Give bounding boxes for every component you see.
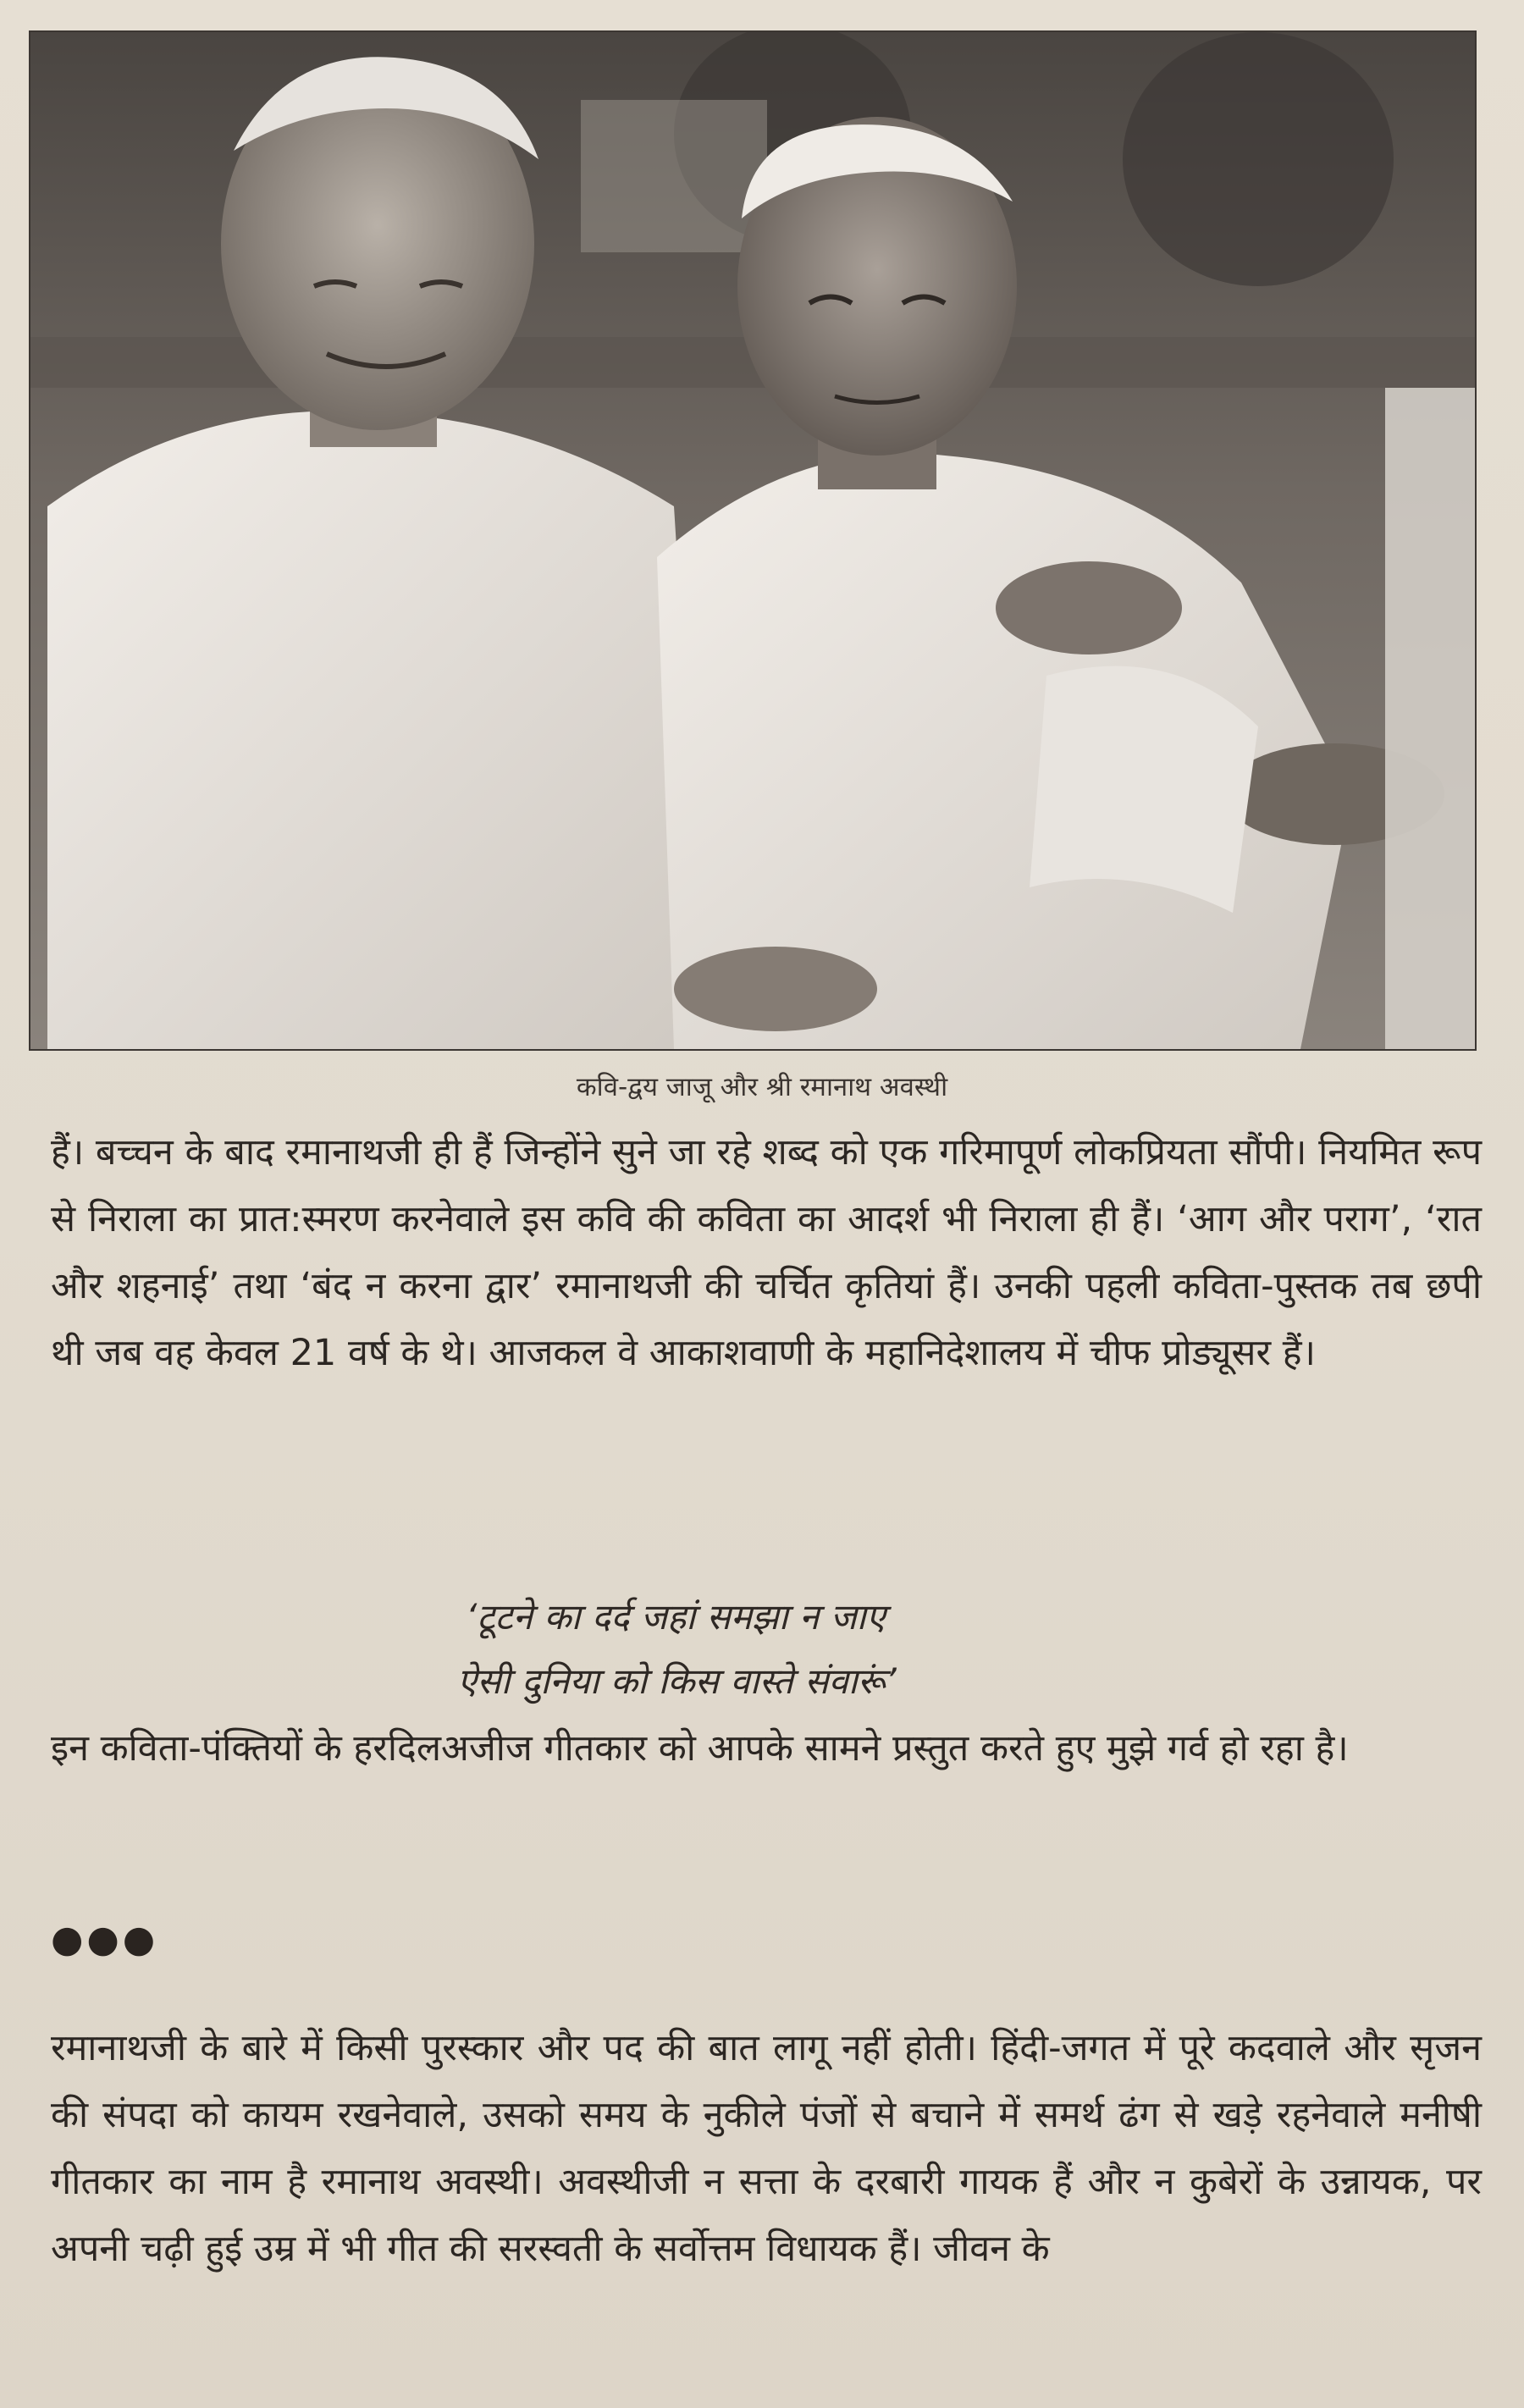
paragraph-1: हैं। बच्चन के बाद रमानाथजी ही हैं जिन्होंने सुने जा रहे शब्द को एक गरिमापूर्ण लोकप्रियता सौंपी। नियमित रूप से निराला का प्रात:स्मरण करनेवाले इस कवि की कविता का आदर्श भी निराला ही हैं। ‘आग और पराग’, ‘रात और शहनाई’ तथा ‘बंद न करना द्वार’ रमानाथजी की चर्चित कृतियां हैं। उनकी पहली कविता-पुस्तक तब छपी थी जब वह केवल 21 वर्ष के थे। आजकल वे आकाशवाणी के महानिदेशालय में चीफ प्रोड्यूसर हैं। bbox=[51, 1131, 1482, 1374]
verse-line-1: ‘टूटने का दर्द जहां समझा न जाए bbox=[466, 1596, 886, 1638]
paragraph-3: रमानाथजी के बारे में किसी पुरस्कार और पद की बात लागू नहीं होती। हिंदी-जगत में पूरे कदवाले और सृजन की संपदा को कायम रखनेवाले, उसको समय के नुकीले पंजों से बचाने में समर्थ ढंग से खड़े रहनेवाले मनीषी गीतकार का नाम है रमानाथ अवस्थी। अवस्थीजी न सत्ता के दरबारी गायक हैं और न कुबेरों के उन्नायक, पर अपनी चढ़ी हुई उम्र में भी गीत की सरस्वती के सर्वोत्तम विधायक हैं। जीवन के bbox=[51, 2027, 1482, 2270]
section-separator: ●●● bbox=[51, 1918, 159, 1961]
paragraph-2: इन कविता-पंक्तियों के हरदिलअजीज गीतकार को आपके सामने प्रस्तुत करते हुए मुझे गर्व हो रहा है। bbox=[51, 1727, 1349, 1770]
poets-photograph bbox=[29, 30, 1477, 1051]
verse-line-2: ऐसी दुनिया को किस वास्ते संवारूं’ bbox=[457, 1660, 897, 1702]
photo-caption: कवि-द्वय जाजू और श्री रमानाथ अवस्थी bbox=[576, 1072, 948, 1102]
photograph-icon bbox=[30, 32, 1475, 1049]
